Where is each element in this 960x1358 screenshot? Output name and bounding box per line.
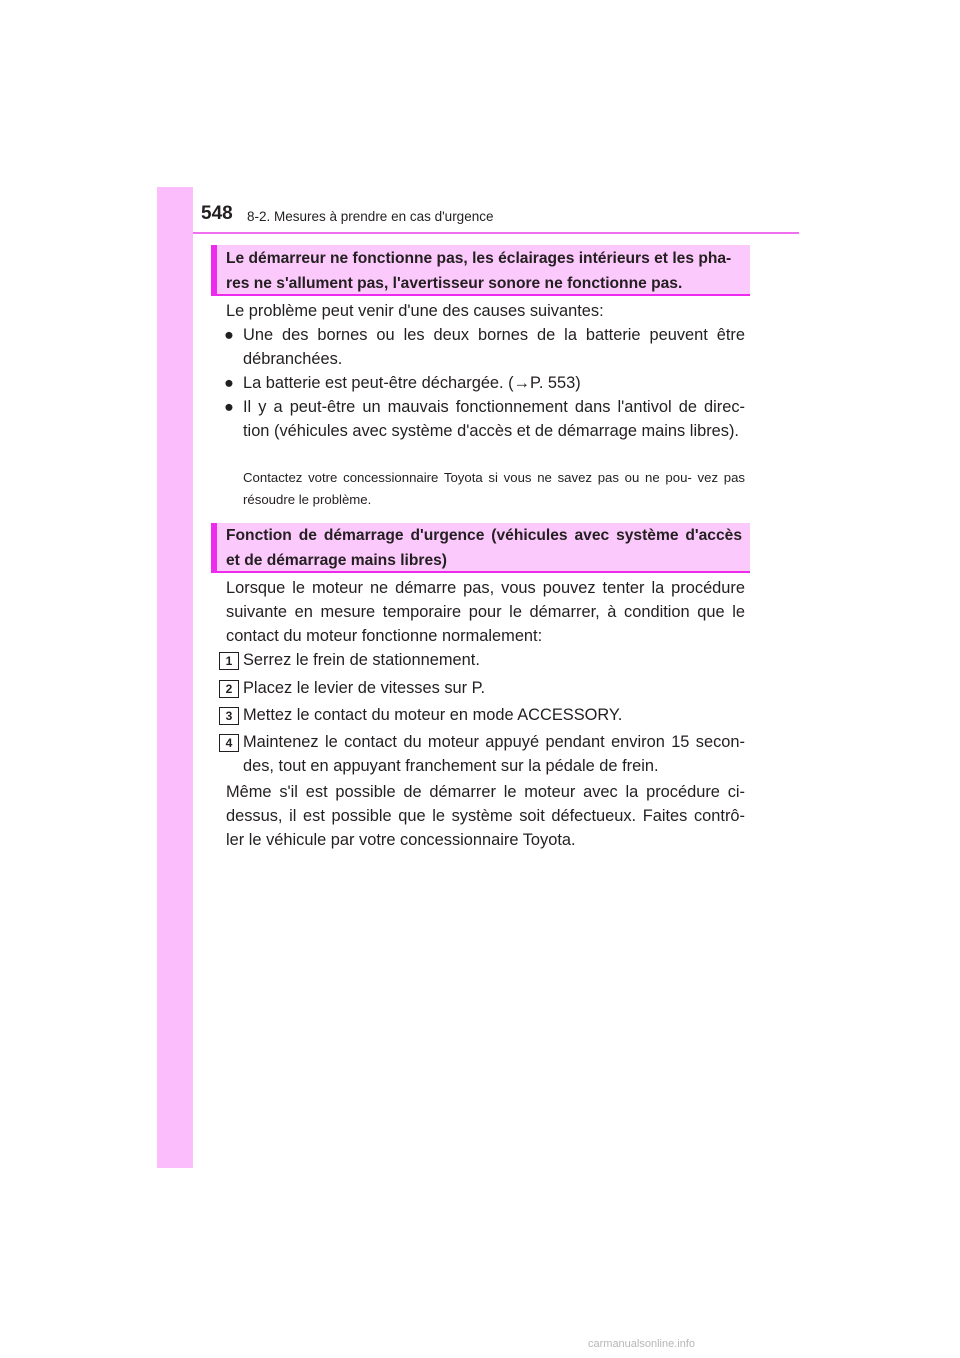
step-text: Mettez le contact du moteur en mode ACCESSORY. (243, 706, 623, 724)
step-text: Serrez le frein de stationnement. (243, 651, 480, 669)
header-rule (193, 232, 799, 234)
heading-starter-fails: Le démarreur ne fonctionne pas, les éclairages intérieurs et les pha- res ne s'allument pas, l'avertisseur sonore ne fonctionne pas. (211, 245, 750, 296)
side-tab-band (157, 187, 193, 1168)
footer-watermark: carmanualsonline.info (588, 1338, 696, 1350)
page-number: 548 (201, 203, 233, 224)
step-text: Maintenez le contact du moteur appuyé pendant environ 15 secon- des, tout en appuyant franchement sur la pédale de frein. (243, 733, 745, 775)
note-contact-dealer: Contactez votre concessionnaire Toyota si vous ne savez pas ou ne pou- vez pas résoudre le problème. (243, 470, 745, 507)
heading-emergency-start: Fonction de démarrage d'urgence (véhicules avec système d'accès et de démarrage mains libres) (211, 523, 750, 573)
bullet-item-steering-lock: Il y a peut-être un mauvais fonctionnement dans l'antivol de direc- tion (véhicules avec système d'accès et de démarrage mains libres). (243, 398, 745, 440)
bullet-icon: ● (224, 398, 234, 416)
step-number-badge: 1 (219, 652, 239, 670)
bullet-icon: ● (224, 326, 234, 344)
intro-emergency-start: Lorsque le moteur ne démarre pas, vous pouvez tenter la procédure suivante en mesure temporaire pour le démarrer, à condition que le contact du moteur fonctionne normalement: (226, 579, 745, 645)
section-title: 8-2. Mesures à prendre en cas d'urgence (247, 209, 494, 224)
step-number-badge: 4 (219, 734, 239, 752)
bullet-item-battery: La batterie est peut-être déchargée. (→P. 553) (243, 374, 581, 392)
step-number-badge: 3 (219, 707, 239, 725)
intro-causes: Le problème peut venir d'une des causes suivantes: (226, 302, 604, 320)
step-text: Placez le levier de vitesses sur P. (243, 679, 486, 697)
bullet-item-terminals: Une des bornes ou les deux bornes de la batterie peuvent être débranchées. (243, 326, 745, 368)
outro-paragraph: Même s'il est possible de démarrer le moteur avec la procédure ci- dessus, il est possible que le système soit défectueux. Faites contrô- ler le véhicule par votre concessionnaire Toyota. (226, 783, 745, 849)
step-number-badge: 2 (219, 680, 239, 698)
bullet-icon: ● (224, 374, 234, 392)
